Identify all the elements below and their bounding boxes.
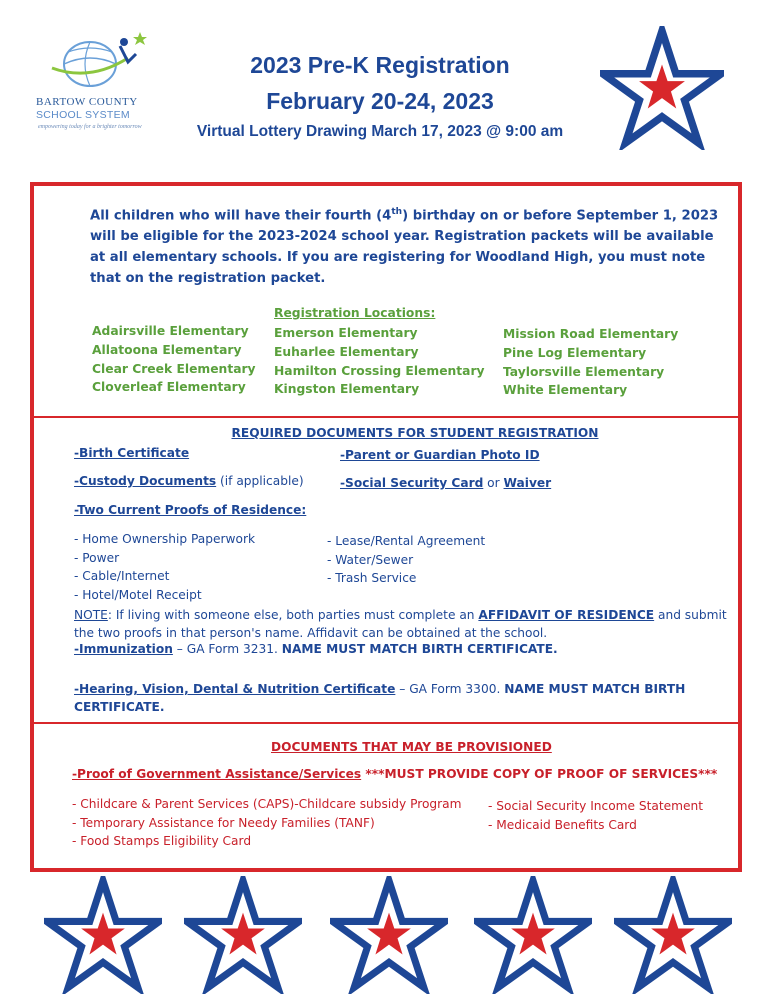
logo-name-line2: SCHOOL SYSTEM: [36, 109, 130, 121]
note-text: : If living with someone else, both parties must complete an: [107, 608, 479, 622]
star-icon: [44, 876, 162, 994]
location-item: Cloverleaf Elementary: [92, 380, 246, 395]
star-icon: [474, 876, 592, 994]
section-divider: [34, 416, 738, 418]
location-item: White Elementary: [503, 383, 628, 398]
hearing-vision-item: [74, 680, 734, 716]
custody-note: (if applicable): [216, 474, 304, 488]
waiver-label: Waiver: [503, 476, 552, 490]
immunization-warning: NAME MUST MATCH BIRTH CERTIFICATE.: [281, 642, 558, 656]
provisioned-item: - Medicaid Benefits Card: [488, 817, 637, 832]
custody-documents-item: [74, 474, 304, 488]
provisioned-item: - Temporary Assistance for Needy Families (TANF): [72, 815, 375, 830]
residence-item: - Water/Sewer: [327, 552, 414, 567]
ssn-label: -Social Security Card: [340, 476, 484, 490]
logo-tagline: empowering today for a brighter tomorrow: [38, 124, 142, 130]
intro-text: All children who will have their fourth (4: [90, 208, 392, 224]
residence-item: - Cable/Internet: [74, 569, 170, 583]
star-icon: [614, 876, 732, 994]
location-item: Adairsville Elementary: [92, 324, 249, 338]
hearing-label: -Hearing, Vision, Dental & Nutrition Certificate: [74, 682, 396, 696]
immunization-form: – GA Form 3231.: [172, 642, 282, 656]
location-item: Emerson Elementary: [274, 326, 418, 340]
provisioned-heading: DOCUMENTS THAT MAY BE PROVISIONED: [271, 740, 552, 754]
provisioned-item: - Food Stamps Eligibility Card: [72, 834, 252, 848]
residence-list-1: [74, 530, 255, 604]
section-divider: [34, 722, 738, 724]
ssn-or: or: [483, 476, 504, 490]
location-item: Taylorsville Elementary: [503, 364, 665, 379]
lottery-drawing: Virtual Lottery Drawing March 17, 2023 @ 9:00 am: [196, 123, 564, 140]
provisioned-item: - Social Security Income Statement: [488, 799, 704, 813]
registration-dates: February 20-24, 2023: [266, 88, 494, 114]
social-security-item: [340, 476, 551, 490]
note-text: and submit the two proofs in that person's name. Affidavit can be obtained at the school.: [74, 608, 727, 640]
immunization-label: -Immunization: [74, 642, 173, 656]
hearing-form: – GA Form 3300.: [395, 682, 505, 696]
residence-note: [74, 606, 734, 642]
provisioned-item: - Childcare & Parent Services (CAPS)-Childcare subsidy Program: [72, 797, 462, 811]
residence-item: - Lease/Rental Agreement: [327, 534, 486, 548]
hearing-warning: NAME MUST MATCH BIRTH CERTIFICATE.: [74, 682, 686, 714]
locations-column-2: [274, 324, 485, 399]
logo-name-line1: BARTOW COUNTY: [36, 96, 138, 108]
custody-label: -Custody Documents: [74, 474, 217, 488]
location-item: Clear Creek Elementary: [92, 361, 256, 376]
residence-item: - Trash Service: [327, 571, 417, 585]
proofs-of-residence-heading: -Two Current Proofs of Residence:: [74, 503, 307, 517]
immunization-item: [74, 642, 558, 656]
eligibility-paragraph: [90, 202, 730, 289]
residence-list-2: [327, 532, 485, 588]
assistance-note: ***MUST PROVIDE COPY OF PROOF OF SERVICES***: [361, 767, 718, 781]
page-title: 2023 Pre-K Registration: [250, 52, 510, 78]
parent-id-item: -Parent or Guardian Photo ID: [340, 448, 540, 462]
provisioned-list-1: [72, 795, 462, 851]
locations-column-3: [503, 325, 678, 400]
intro-text: ) birthday on or before September 1, 2023 will be eligible for the 2023-2024 school year. Registration packets will be available at all elementary schools. If you are registering for Woodland High, you must note that on the registration packet.: [90, 208, 719, 287]
star-icon: [600, 26, 724, 150]
star-icon: [184, 876, 302, 994]
residence-item: - Home Ownership Paperwork: [74, 532, 256, 546]
government-assistance-item: [72, 767, 717, 781]
residence-item: - Power: [74, 550, 120, 565]
locations-column-1: [92, 322, 256, 397]
location-item: Hamilton Crossing Elementary: [274, 363, 485, 378]
location-item: Kingston Elementary: [274, 382, 420, 397]
locations-heading: Registration Locations:: [274, 306, 436, 320]
provisioned-list-2: [488, 797, 703, 834]
location-item: Mission Road Elementary: [503, 327, 679, 341]
assistance-label: -Proof of Government Assistance/Services: [72, 767, 362, 781]
affidavit-of-residence: AFFIDAVIT OF RESIDENCE: [478, 608, 655, 622]
residence-item: - Hotel/Motel Receipt: [74, 587, 202, 602]
location-item: Euharlee Elementary: [274, 344, 419, 359]
note-label: NOTE: [74, 608, 108, 622]
location-item: Pine Log Elementary: [503, 345, 647, 360]
required-documents-heading: REQUIRED DOCUMENTS FOR STUDENT REGISTRATION: [231, 426, 599, 440]
location-item: Allatoona Elementary: [92, 342, 242, 357]
birth-certificate-item: -Birth Certificate: [74, 446, 190, 460]
intro-sup: th: [391, 207, 403, 217]
star-icon: [330, 876, 448, 994]
